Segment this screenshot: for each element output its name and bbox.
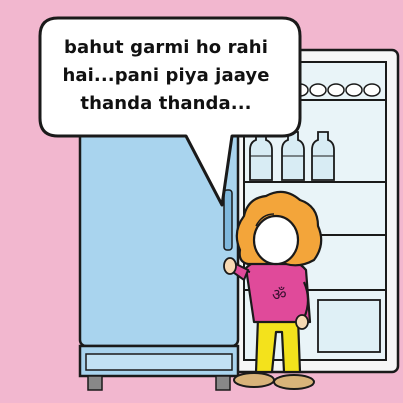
speech-line-3: thanda thanda... [80,93,252,114]
child-face [254,216,298,264]
child-shoe [274,375,314,389]
crisper-drawer [318,300,380,352]
water-bottles [250,132,334,180]
child-shoe [234,373,274,387]
speech-line-2: hai...pani piya jaaye [62,65,270,86]
child-hand [296,315,308,329]
om-symbol-icon: ॐ [272,285,287,304]
speech-bubble-text [42,34,290,118]
speech-line-1: bahut garmi ho rahi [64,37,268,58]
door-handle [224,190,232,250]
child-hand [224,258,236,274]
egg-tray [292,84,380,96]
